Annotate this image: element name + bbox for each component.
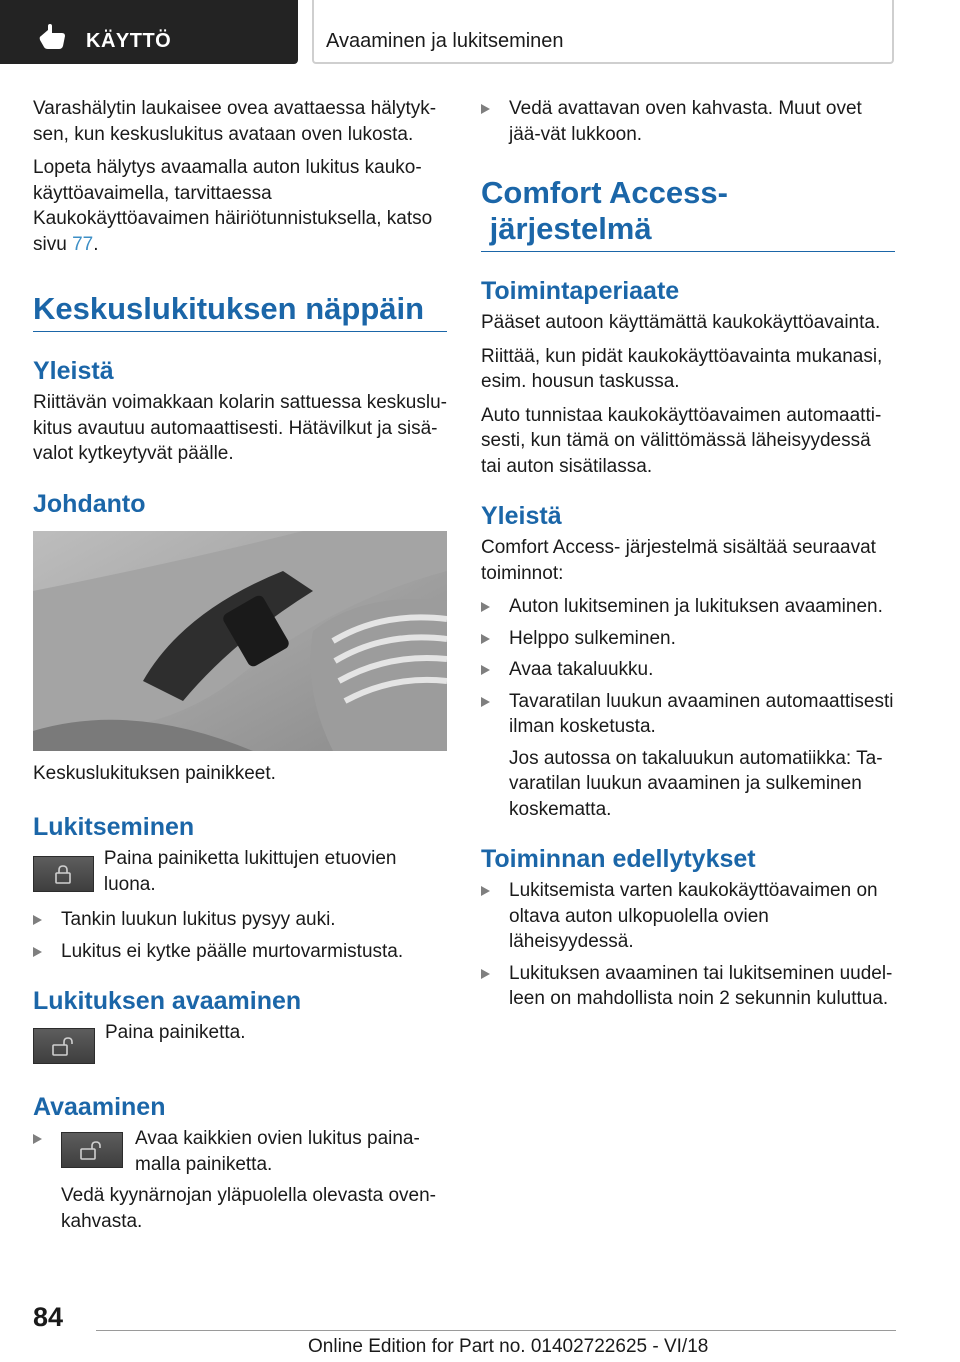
edellytykset-list xyxy=(481,878,895,1012)
avaaminen-sub: Vedä kyynärnojan yläpuolella olevasta oven-kahvasta. xyxy=(61,1185,436,1232)
bullet-triangle-icon xyxy=(33,915,42,925)
section-heading-comfort: Comfort Access- järjestelmä xyxy=(481,175,895,252)
list-item-text: Lukituksen avaaminen tai lukitseminen uudel-leen on mahdollista noin 2 sekunnin kuluttua. xyxy=(509,962,893,1009)
yleista-list xyxy=(481,594,895,740)
bullet-triangle-icon xyxy=(481,886,490,896)
bullet-triangle-icon xyxy=(33,1134,42,1144)
bullet-triangle-icon xyxy=(481,665,490,675)
bullet-triangle-icon xyxy=(481,602,490,612)
chapter-tab xyxy=(312,0,894,64)
list-item xyxy=(481,878,895,955)
list-item-text: Auton lukitseminen ja lukituksen avaaminen. xyxy=(509,596,883,617)
unlock-button-image xyxy=(33,1028,95,1064)
list-item xyxy=(481,626,895,652)
list-item xyxy=(481,689,895,740)
subheading-avaaminen: Avaaminen xyxy=(33,1093,166,1121)
lock-closed-icon xyxy=(52,864,74,884)
page-link[interactable]: 77 xyxy=(72,233,94,255)
list-item xyxy=(481,657,895,683)
page-number: 84 xyxy=(33,1302,64,1332)
subheading-edellytykset: Toiminnan edellytykset xyxy=(481,845,756,873)
lock-button-image xyxy=(33,856,94,892)
chapter-title: Avaaminen ja lukitseminen xyxy=(326,30,564,52)
lukitseminen-list xyxy=(33,907,447,964)
unlock-text: Paina painiketta. xyxy=(105,1022,246,1043)
bullet-triangle-icon xyxy=(481,104,490,114)
edition-text: Online Edition for Part no. 01402722625 - VI/18 xyxy=(308,1336,709,1357)
subheading-yleista: Yleistä xyxy=(33,357,114,385)
toiminta-paragraph: Auto tunnistaa kaukokäyttöavaimen automaatti-sesti, kun tämä on välittömässä läheisyydessä tai auton sisätilassa. xyxy=(481,404,882,477)
intro-paragraph: Varashälytin laukaisee ovea avattaessa hälytyk-sen, kun keskuslukitus avataan oven lukosta. xyxy=(33,98,437,145)
bullet-triangle-icon xyxy=(33,947,42,957)
unlock-button-image xyxy=(61,1132,123,1168)
section-label: KÄYTTÖ xyxy=(86,30,172,52)
photo-caption: Keskuslukituksen painikkeet. xyxy=(33,762,276,784)
lock-open-icon xyxy=(51,1036,77,1056)
list-item xyxy=(481,96,895,147)
intro-paragraph-2 xyxy=(33,155,447,257)
list-item xyxy=(33,1126,447,1177)
yleista-paragraph: Riittävän voimakkaan kolarin sattuessa keskuslu-kitus avautuu automaattisesti. Hätävilkut ja sisä-valot kytkeytyvät päälle. xyxy=(33,392,447,464)
section-heading: Keskuslukituksen näppäin xyxy=(33,291,447,332)
toiminta-paragraph: Riittää, kun pidät kaukokäyttöavainta mukanasi, esim. housun taskussa. xyxy=(481,345,883,392)
list-item-text: Tavaratilan luukun avaaminen automaattisesti ilman kosketusta. xyxy=(509,690,894,737)
list-item xyxy=(33,907,447,933)
lock-text: Paina painiketta lukittujen etuovien luona. xyxy=(103,848,397,895)
bullet-triangle-icon xyxy=(481,697,490,707)
lock-open-icon xyxy=(79,1140,105,1160)
bullet-triangle-icon xyxy=(481,969,490,979)
list-item-text: Helppo sulkeminen. xyxy=(509,627,676,649)
yleista-paragraph-right: Comfort Access- järjestelmä sisältää seuraavat toiminnot: xyxy=(481,537,876,584)
left-column xyxy=(33,96,447,1242)
list-item-text: Tankin luukun lukitus pysyy auki. xyxy=(61,909,336,930)
door-lock-photo xyxy=(33,531,447,751)
footer-divider xyxy=(96,1330,896,1331)
subheading-yleista-right: Yleistä xyxy=(481,502,562,530)
list-item xyxy=(33,939,447,965)
hand-pointer-icon xyxy=(38,24,68,50)
list-item-text: Avaa takaluukku. xyxy=(509,659,654,680)
list-item-text: Lukitsemista varten kaukokäyttöavaimen on oltava auton ulkopuolella ovien läheisyydessä. xyxy=(509,880,878,952)
top-list xyxy=(481,96,895,147)
subheading-lukitseminen: Lukitseminen xyxy=(33,813,195,841)
section-tab xyxy=(0,0,298,64)
subheading-johdanto: Johdanto xyxy=(33,489,146,518)
list-item-text: Lukitus ei kytke päälle murtovarmistusta. xyxy=(61,940,404,962)
lock-instruction xyxy=(33,846,447,897)
right-column xyxy=(481,96,895,1018)
yleista-sub: Jos autossa on takaluukun automatiikka: Ta-varatilan luukun avaaminen ja sulkeminen koskematta. xyxy=(509,747,883,820)
avaaminen-list xyxy=(33,1126,447,1177)
subheading-lukituksen-avaaminen: Lukituksen avaaminen xyxy=(33,987,302,1015)
list-item-text: Vedä avattavan oven kahvasta. Muut ovet jää-vät lukkoon. xyxy=(509,98,862,145)
unlock-instruction xyxy=(33,1020,447,1064)
list-item xyxy=(481,594,895,620)
subheading-toimintaperiaate: Toimintaperiaate xyxy=(481,277,680,305)
list-item xyxy=(481,961,895,1012)
toiminta-paragraph: Pääset autoon käyttämättä kaukokäyttöavainta. xyxy=(481,312,881,333)
intro-text: Lopeta hälytys avaamalla auton lukitus kauko-käyttöavaimella, tarvittaessa Kaukokäyttöavaimen häiriötunnistuksella, katso sivu xyxy=(33,157,433,255)
intro-text-end: . xyxy=(93,233,99,255)
list-item-text: Avaa kaikkien ovien lukitus paina-malla painiketta. xyxy=(135,1128,420,1175)
bullet-triangle-icon xyxy=(481,634,490,644)
